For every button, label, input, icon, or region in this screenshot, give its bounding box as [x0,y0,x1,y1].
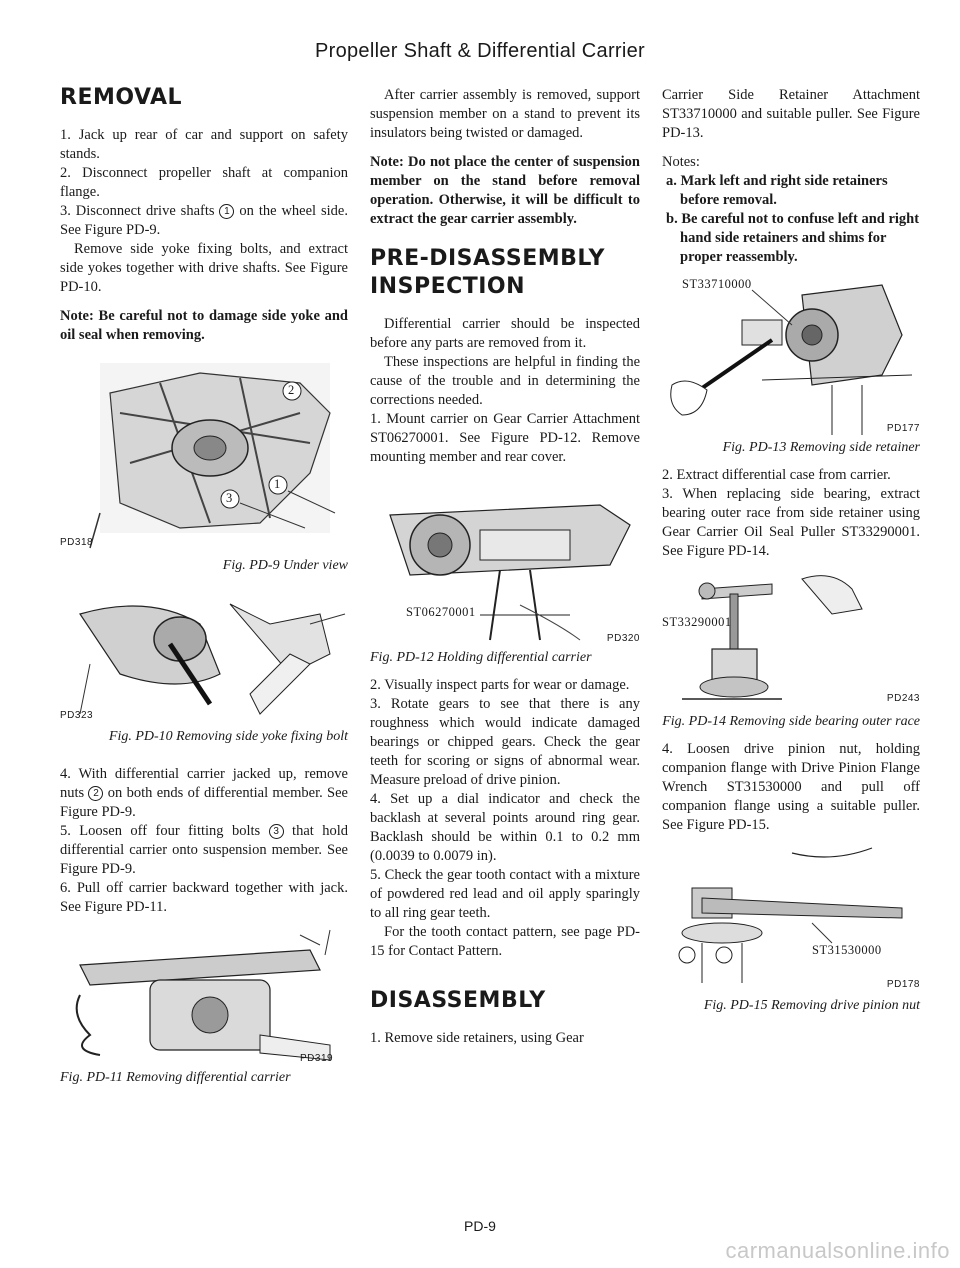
figure-caption: Fig. PD-15 Removing drive pinion nut [703,998,920,1013]
figure-code: PD323 [60,710,94,721]
paragraph: 4. Set up a dial indicator and check the backlash at several points around ring gear. Backlash should be within 0.1 to 0.2 mm (0.0039 to 0.0079 in). [370,791,640,864]
figure-code: PD243 [886,693,920,704]
callout-label: 2 [288,383,295,397]
side-yoke-illustration [60,584,348,724]
figure-pd9 [60,353,348,553]
paragraph: 2. Extract differential case from carrier. [662,467,891,483]
section-title-pre-disassembly: PRE-DISASSEMBLY INSPECTION [370,246,605,299]
figure-caption: Fig. PD-10 Removing side yoke fixing bolt [108,729,348,744]
paragraph: 3. When replacing side bearing, extract bearing outer race from side retainer using Gear Carrier Oil Seal Puller ST33290001. See Figure PD-14. [662,486,920,559]
note: Note: Do not place the center of suspension member on the stand before removal operation. Otherwise, it will be difficult to extract the gear carrier assembly. [370,154,640,227]
tool-label: ST33290001 [662,615,732,629]
figure-caption: Fig. PD-13 Removing side retainer [722,440,920,455]
under-view-illustration [60,353,348,553]
callout-circle: 1 [219,204,234,219]
figure-code: PD178 [886,979,920,990]
paragraph: 6. Pull off carrier backward together with jack. See Figure PD-11. [60,880,348,915]
note-item: b. Be careful not to confuse left and right hand side retainers and shims for proper reassembly. [666,211,920,265]
figure-caption: Fig. PD-14 Removing side bearing outer race [662,714,920,729]
section-title-disassembly: DISASSEMBLY [370,988,546,1013]
paragraph: 2. Visually inspect parts for wear or damage. [370,677,630,693]
carrier-removal-illustration [60,925,348,1065]
page-header: Propeller Shaft & Differential Carrier [314,40,646,62]
figure-caption: Fig. PD-11 Removing differential carrier [60,1070,291,1085]
section-title-removal: REMOVAL [60,85,183,110]
outer-race-puller-illustration [662,569,920,709]
side-retainer-illustration [662,275,920,435]
figure-pd10 [60,584,348,724]
paragraph: For the tooth contact pattern, see page PD-15 for Contact Pattern. [370,924,640,959]
callout-circle: 3 [269,824,284,839]
note-item: a. Mark left and right side retainers before removal. [666,173,888,208]
figure-pd12 [370,475,640,645]
callout-label: 3 [226,491,233,505]
paragraph: These inspections are helpful in finding the cause of the trouble and in determining the corrections needed. [370,354,640,408]
flange-wrench-illustration [662,843,920,993]
figure-pd14 [662,569,920,709]
column-1 [60,78,348,1096]
paragraph: 2. Disconnect propeller shaft at companion flange. [60,165,348,200]
paragraph: 3. Rotate gears to see that there is any roughness which would indicate damaged bearings or chipped gears. Check the gear teeth for scoring or signs of abnormal wear. Measure preload of drive pinion. [370,696,640,788]
figure-caption: Fig. PD-12 Holding differential carrier [370,650,592,665]
paragraph: 1. Remove side retainers, using Gear [370,1030,584,1046]
figure-code: PD177 [886,423,920,434]
figure-code: PD319 [300,1053,334,1064]
tool-label: ST31530000 [812,943,882,957]
note: Note: Be careful not to damage side yoke and oil seal when removing. [60,308,348,343]
tool-label: ST33710000 [682,277,752,291]
paragraph: Carrier Side Retainer Attachment ST33710000 and suitable puller. See Figure PD-13. [662,87,920,141]
paragraph: Remove side yoke fixing bolts, and extract side yokes together with drive shafts. See Figure PD-10. [60,241,348,295]
paragraph: 3. Disconnect drive shafts 1 on the wheel side. See Figure PD-9. [60,203,348,238]
column-3 [662,86,920,1024]
tool-label: ST06270001 [406,605,476,619]
watermark: carmanualsonline.info [725,1238,950,1263]
paragraph: Differential carrier should be inspected before any parts are removed from it. [370,316,640,351]
figure-pd13 [662,275,920,435]
page-number: PD-9 [464,1218,496,1234]
paragraph: After carrier assembly is removed, support suspension member on a stand to prevent its insulators being twisted or damaged. [370,87,640,141]
paragraph: 5. Loosen off four fitting bolts 3 that hold differential carrier onto suspension member. See Figure PD-9. [60,823,348,877]
paragraph: 5. Check the gear tooth contact with a mixture of powdered red lead and oil apply sparingly to all ring gear teeth. [370,867,640,921]
figure-code: PD320 [606,633,640,644]
paragraph: 1. Mount carrier on Gear Carrier Attachment ST06270001. See Figure PD-12. Remove mounting member and rear cover. [370,411,640,465]
paragraph: 4. With differential carrier jacked up, remove nuts 2 on both ends of differential member. See Figure PD-9. [60,766,348,820]
column-2 [370,86,640,1048]
callout-circle: 2 [88,786,103,801]
callout-label: 1 [274,477,281,491]
paragraph: 1. Jack up rear of car and support on safety stands. [60,127,348,162]
figure-caption: Fig. PD-9 Under view [222,558,348,573]
figure-pd11 [60,925,348,1065]
notes-label: Notes: [662,154,700,170]
figure-pd15 [662,843,920,993]
paragraph: 4. Loosen drive pinion nut, holding companion flange with Drive Pinion Flange Wrench ST31530000 and pull off companion flange using a suitable puller. See Figure PD-15. [662,741,920,833]
figure-code: PD318 [60,537,94,548]
